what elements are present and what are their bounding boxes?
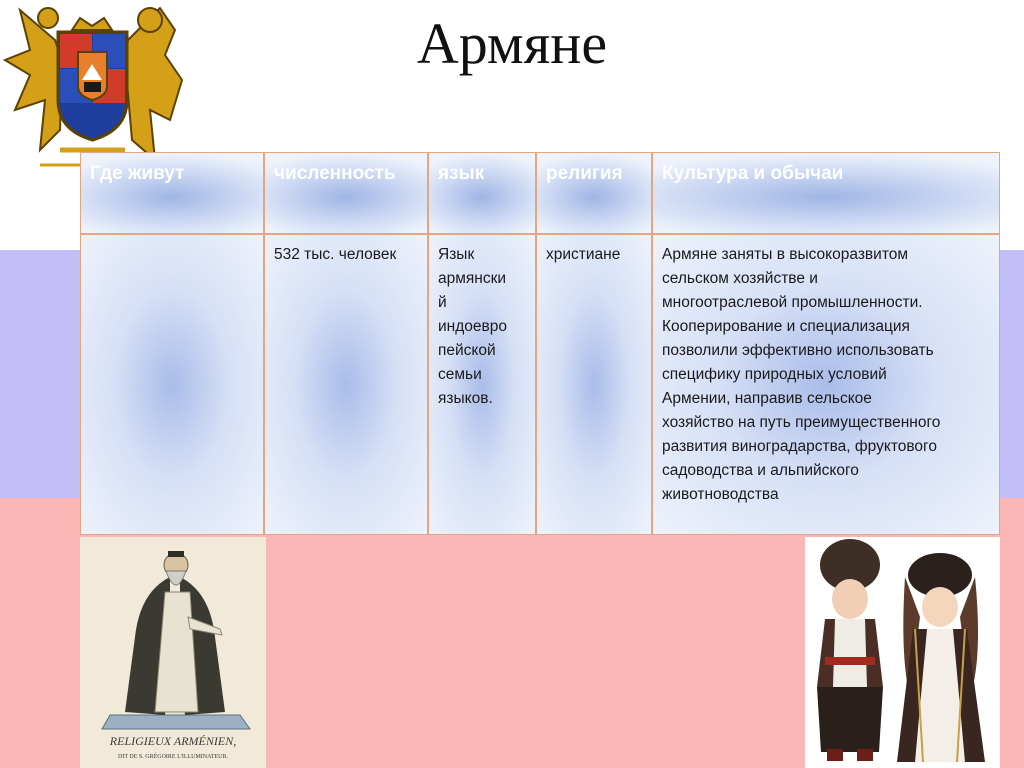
culture-line: Армении, направив сельское: [662, 390, 872, 407]
culture-line: хозяйство на путь преимущественного: [662, 414, 941, 431]
armenian-dolls-photo: [805, 537, 1000, 768]
cell-population: [264, 234, 428, 535]
culture-line: Кооперирование и специализация: [662, 318, 910, 335]
cell-where: [80, 234, 264, 535]
header-culture: Культура и обычаи: [662, 163, 844, 184]
monk-caption-title: RELIGIEUX ARMÉNIEN,: [109, 734, 237, 748]
header-cell-population: [264, 152, 428, 234]
culture-line: животноводства: [662, 486, 779, 503]
population-value: 532 тыс. человек: [274, 246, 397, 263]
culture-line: развития виноградарства, фруктового: [662, 438, 937, 455]
language-line: семьи: [438, 366, 482, 383]
cell-culture: [652, 234, 1000, 535]
header-cell-culture: [652, 152, 1000, 234]
language-line: армянски: [438, 270, 507, 287]
header-population: численность: [274, 163, 396, 184]
cell-religion: [536, 234, 652, 535]
religion-value: христиане: [546, 246, 621, 263]
armenian-monk-illustration: [80, 537, 266, 768]
language-line: й: [438, 294, 447, 311]
culture-line: Армяне заняты в высокоразвитом: [662, 246, 909, 263]
language-line: Язык: [438, 246, 475, 263]
header-cell-religion: [536, 152, 652, 234]
header-cell-language: [428, 152, 536, 234]
culture-line: сельском хозяйстве и: [662, 270, 818, 287]
language-line: индоевро: [438, 318, 507, 335]
culture-line: многоотраслевой промышленности.: [662, 294, 923, 311]
language-line: пейской: [438, 342, 496, 359]
header-cell-where: [80, 152, 264, 234]
peoples-table: [80, 152, 1000, 535]
slide-title: Армяне: [416, 11, 608, 76]
header-religion: религия: [546, 163, 623, 184]
culture-line: садоводства и альпийского: [662, 462, 859, 479]
header-where: Где живут: [90, 163, 185, 184]
header-language: язык: [438, 163, 485, 184]
monk-caption-subtitle: DIT DE S. GRÉGOIRE L'ILLUMINATEUR.: [118, 754, 228, 760]
language-line: языков.: [438, 390, 493, 407]
culture-line: позволили эффективно использовать: [662, 342, 934, 359]
culture-line: специфику природных условий: [662, 366, 887, 383]
cell-language: [428, 234, 536, 535]
